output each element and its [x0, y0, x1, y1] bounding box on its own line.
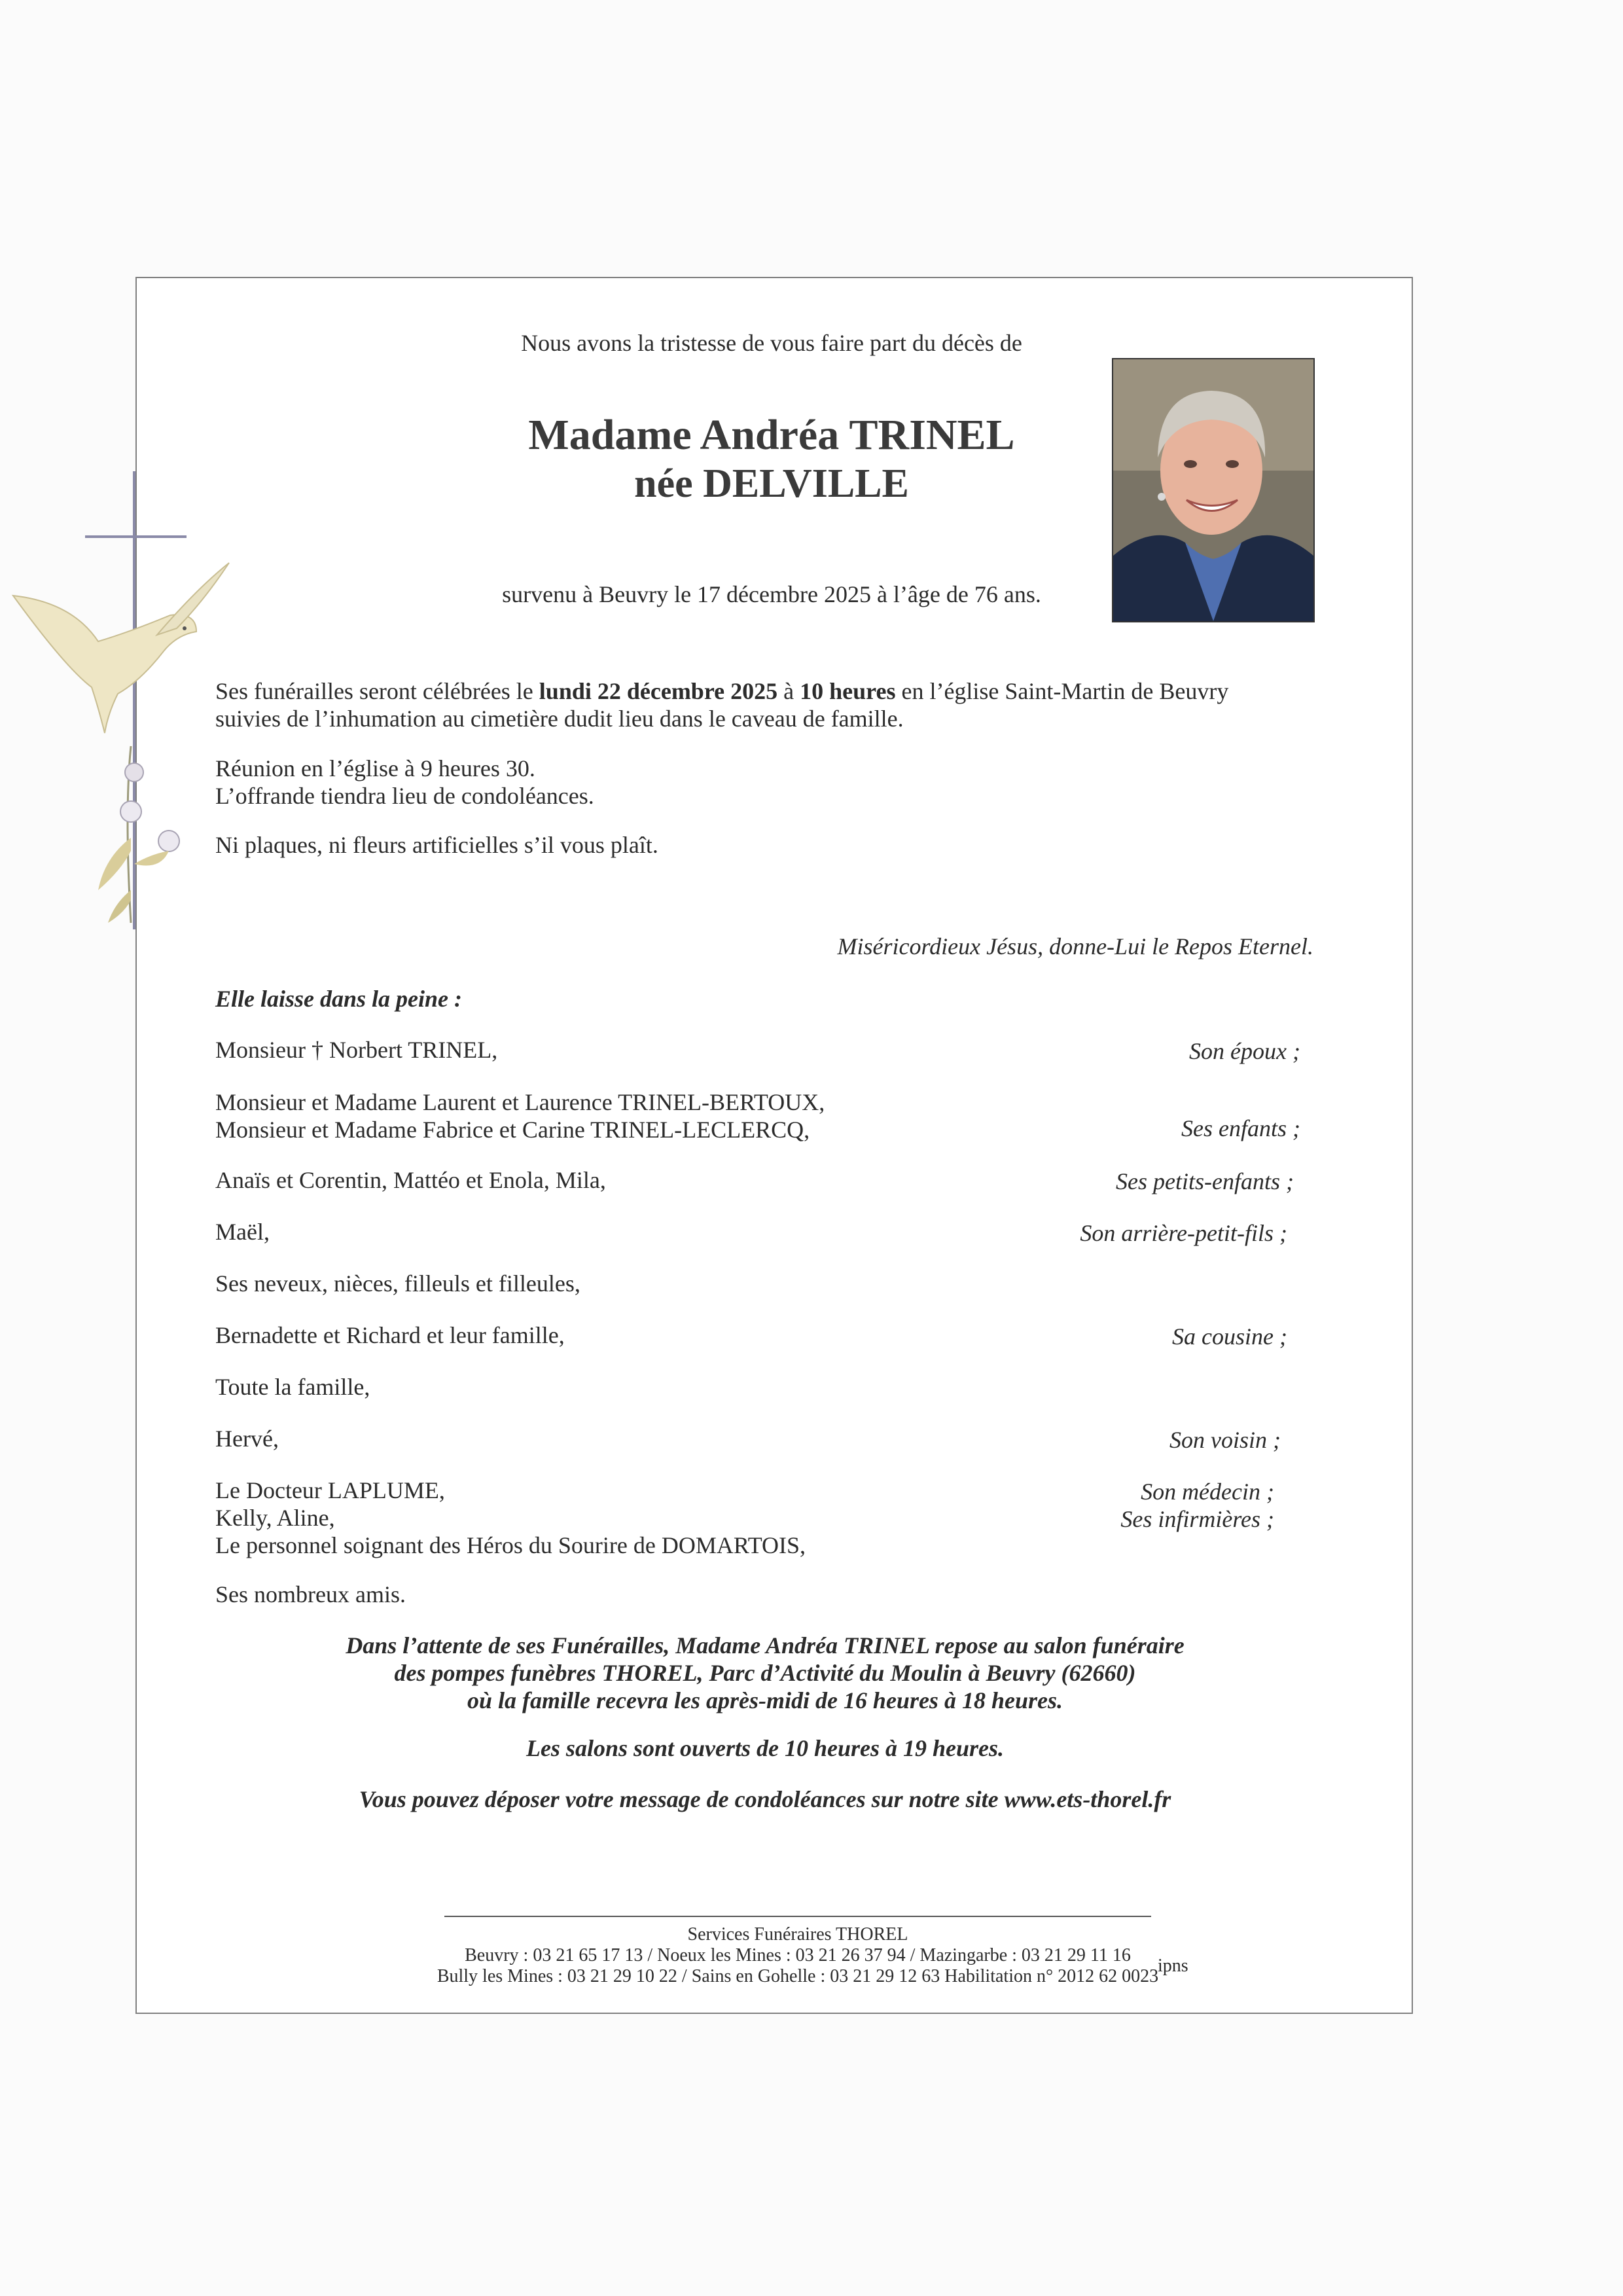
- quote-text: Miséricordieux Jésus, donne-Lui le Repos Eternel.: [837, 933, 1313, 960]
- deceased-name: Madame Andréa TRINEL: [528, 411, 1015, 459]
- portrait-image: [1113, 359, 1313, 621]
- family-relation: Ses enfants ;: [1181, 1115, 1300, 1141]
- meeting-paragraph: [215, 755, 1341, 810]
- family-relation: Son arrière-petit-fils ;: [1080, 1220, 1287, 1246]
- family-row: [215, 1036, 1262, 1064]
- family-name: Hervé,: [215, 1426, 279, 1452]
- funeral-line2: suivies de l’inhumation au cimetière dudit lieu dans le caveau de famille.: [215, 706, 904, 732]
- family-row: [215, 1088, 1262, 1143]
- family-name: Le Docteur LAPLUME,: [215, 1477, 445, 1503]
- family-relation: Son époux ;: [1189, 1038, 1300, 1064]
- visitation-line: des pompes funèbres THOREL, Parc d’Activité du Moulin à Beuvry (62660): [394, 1660, 1136, 1686]
- family-row: [215, 1166, 1262, 1194]
- family-name: Anaïs et Corentin, Mattéo et Enola, Mila,: [215, 1167, 606, 1193]
- portrait-photo: [1112, 358, 1315, 622]
- family-name: Ses nombreux amis.: [215, 1581, 406, 1607]
- funeral-mid: à: [777, 678, 800, 704]
- maiden-name: née DELVILLE: [634, 461, 909, 506]
- family-name: Kelly, Aline,: [215, 1505, 335, 1531]
- family-name: Monsieur et Madame Fabrice et Carine TRINEL-LECLERCQ,: [215, 1117, 810, 1143]
- family-row: [215, 1477, 1262, 1559]
- website-text: Vous pouvez déposer votre message de condoléances sur notre site www.ets-thorel.fr: [359, 1786, 1171, 1812]
- family-row: [215, 1425, 1262, 1452]
- no-plaques-text: Ni plaques, ni fleurs artificielles s’il vous plaît.: [215, 832, 658, 858]
- footer-line: Bully les Mines : 03 21 29 10 22 / Sains en Gohelle : 03 21 29 12 63 Habilitation n° 2012 62 0023: [437, 1966, 1159, 1986]
- relation-line: Ses infirmières ;: [1120, 1506, 1274, 1532]
- flowers-icon: [98, 746, 179, 923]
- footer-divider: [444, 1916, 1151, 1917]
- family-name: Monsieur et Madame Laurent et Laurence TRINEL-BERTOUX,: [215, 1089, 825, 1115]
- cross-dove-decoration: [0, 471, 262, 942]
- family-name: Monsieur † Norbert TRINEL,: [215, 1037, 498, 1063]
- family-row: [215, 1373, 1262, 1401]
- dove-icon: [13, 563, 229, 733]
- funeral-post: en l’église Saint-Martin de Beuvry: [895, 678, 1229, 704]
- funeral-pre: Ses funérailles seront célébrées le: [215, 678, 539, 704]
- obituary-frame: [135, 277, 1413, 2014]
- family-relation: Ses petits-enfants ;: [1116, 1168, 1294, 1194]
- family-name: Toute la famille,: [215, 1374, 370, 1400]
- family-row: [215, 1581, 1262, 1608]
- family-name: Maël,: [215, 1219, 270, 1245]
- family-row: [215, 1270, 1262, 1297]
- family-name: Le personnel soignant des Héros du Sourire de DOMARTOIS,: [215, 1532, 806, 1558]
- funeral-time: 10 heures: [800, 678, 896, 704]
- visitation-block: [268, 1632, 1262, 1714]
- death-info: survenu à Beuvry le 17 décembre 2025 à l’âge de 76 ans.: [502, 581, 1041, 607]
- relation-line: Son médecin ;: [1141, 1479, 1274, 1505]
- family-relation: [1120, 1478, 1274, 1533]
- offering-text: L’offrande tiendra lieu de condoléances.: [215, 783, 594, 809]
- footer-line: Beuvry : 03 21 65 17 13 / Noeux les Mines : 03 21 26 37 94 / Mazingarbe : 03 21 29 11 16: [465, 1945, 1131, 1965]
- salon-hours: Les salons sont ouverts de 10 heures à 19 heures.: [526, 1735, 1005, 1761]
- footer-block: [333, 1924, 1262, 1987]
- footer-company: Services Funéraires THOREL: [687, 1924, 908, 1945]
- visitation-line: Dans l’attente de ses Funérailles, Madame Andréa TRINEL repose au salon funéraire: [346, 1632, 1185, 1659]
- funeral-day: lundi 22 décembre 2025: [539, 678, 778, 704]
- family-row: [215, 1321, 1262, 1349]
- intro-text: Nous avons la tristesse de vous faire part du décès de: [521, 330, 1022, 356]
- family-relation: Son voisin ;: [1169, 1427, 1281, 1453]
- family-name: Bernadette et Richard et leur famille,: [215, 1322, 565, 1348]
- funeral-paragraph: [215, 677, 1341, 732]
- meeting-text: Réunion en l’église à 9 heures 30.: [215, 755, 535, 781]
- visitation-line: où la famille recevra les après-midi de 16 heures à 18 heures.: [467, 1687, 1063, 1713]
- family-relation: Sa cousine ;: [1172, 1323, 1287, 1350]
- ipns-mark: ipns: [1158, 1956, 1188, 1976]
- family-name: Ses neveux, nièces, filleuls et filleules,: [215, 1270, 580, 1297]
- family-lead: Elle laisse dans la peine :: [215, 986, 462, 1012]
